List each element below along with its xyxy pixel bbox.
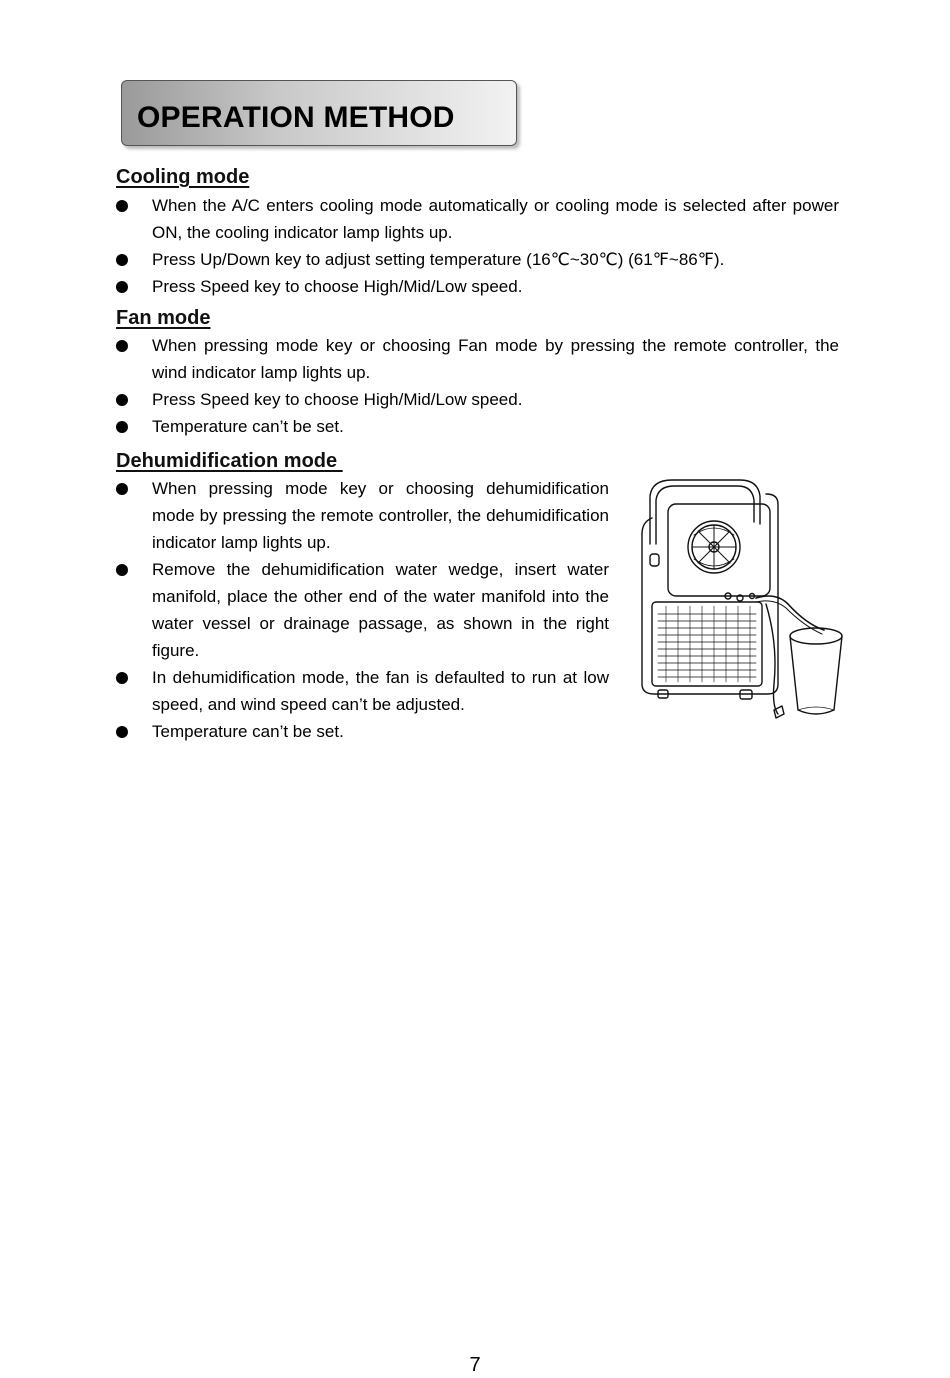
- bullet-icon: [116, 254, 128, 266]
- dehumidification-item-1: When pressing mode key or choosing dehumidification mode by pressing the remote controller, the dehumidification indicator lamp lights up.: [152, 479, 609, 552]
- dehumidification-item-2: Remove the dehumidification water wedge, insert water manifold, place the other end of the water manifold into the water vessel or drainage passage, as shown in the right figure.: [152, 560, 609, 660]
- bullet-icon: [116, 672, 128, 684]
- air-conditioner-drainage-figure: [628, 474, 848, 726]
- fan-item-1: When pressing mode key or choosing Fan mode by pressing the remote controller, the wind indicator lamp lights up.: [152, 336, 839, 382]
- cooling-item-2: Press Up/Down key to adjust setting temperature (16℃~30℃) (61℉~86℉).: [152, 250, 725, 269]
- section-title-box: [121, 80, 517, 146]
- dehumidification-item-4: Temperature can’t be set.: [152, 722, 344, 741]
- bullet-icon: [116, 726, 128, 738]
- bullet-icon: [116, 421, 128, 433]
- bullet-icon: [116, 281, 128, 293]
- dehumidification-item-3: In dehumidification mode, the fan is defaulted to run at low speed, and wind speed can’t be adjusted.: [152, 668, 609, 714]
- cooling-item-3: Press Speed key to choose High/Mid/Low speed.: [152, 277, 523, 296]
- fan-item-3: Temperature can’t be set.: [152, 417, 344, 436]
- cooling-mode-heading: Cooling mode: [116, 166, 250, 188]
- fan-item-2: Press Speed key to choose High/Mid/Low speed.: [152, 390, 523, 409]
- cooling-item-1: When the A/C enters cooling mode automatically or cooling mode is selected after power ON, the cooling indicator lamp lights up.: [152, 196, 839, 242]
- bullet-icon: [116, 394, 128, 406]
- bullet-icon: [116, 340, 128, 352]
- page-title: OPERATION METHOD: [137, 101, 455, 134]
- page-number: 7: [469, 1354, 481, 1376]
- fan-mode-heading: Fan mode: [116, 307, 211, 329]
- dehumidification-mode-heading: Dehumidification mode: [116, 450, 343, 472]
- bullet-icon: [116, 564, 128, 576]
- bullet-icon: [116, 483, 128, 495]
- bullet-icon: [116, 200, 128, 212]
